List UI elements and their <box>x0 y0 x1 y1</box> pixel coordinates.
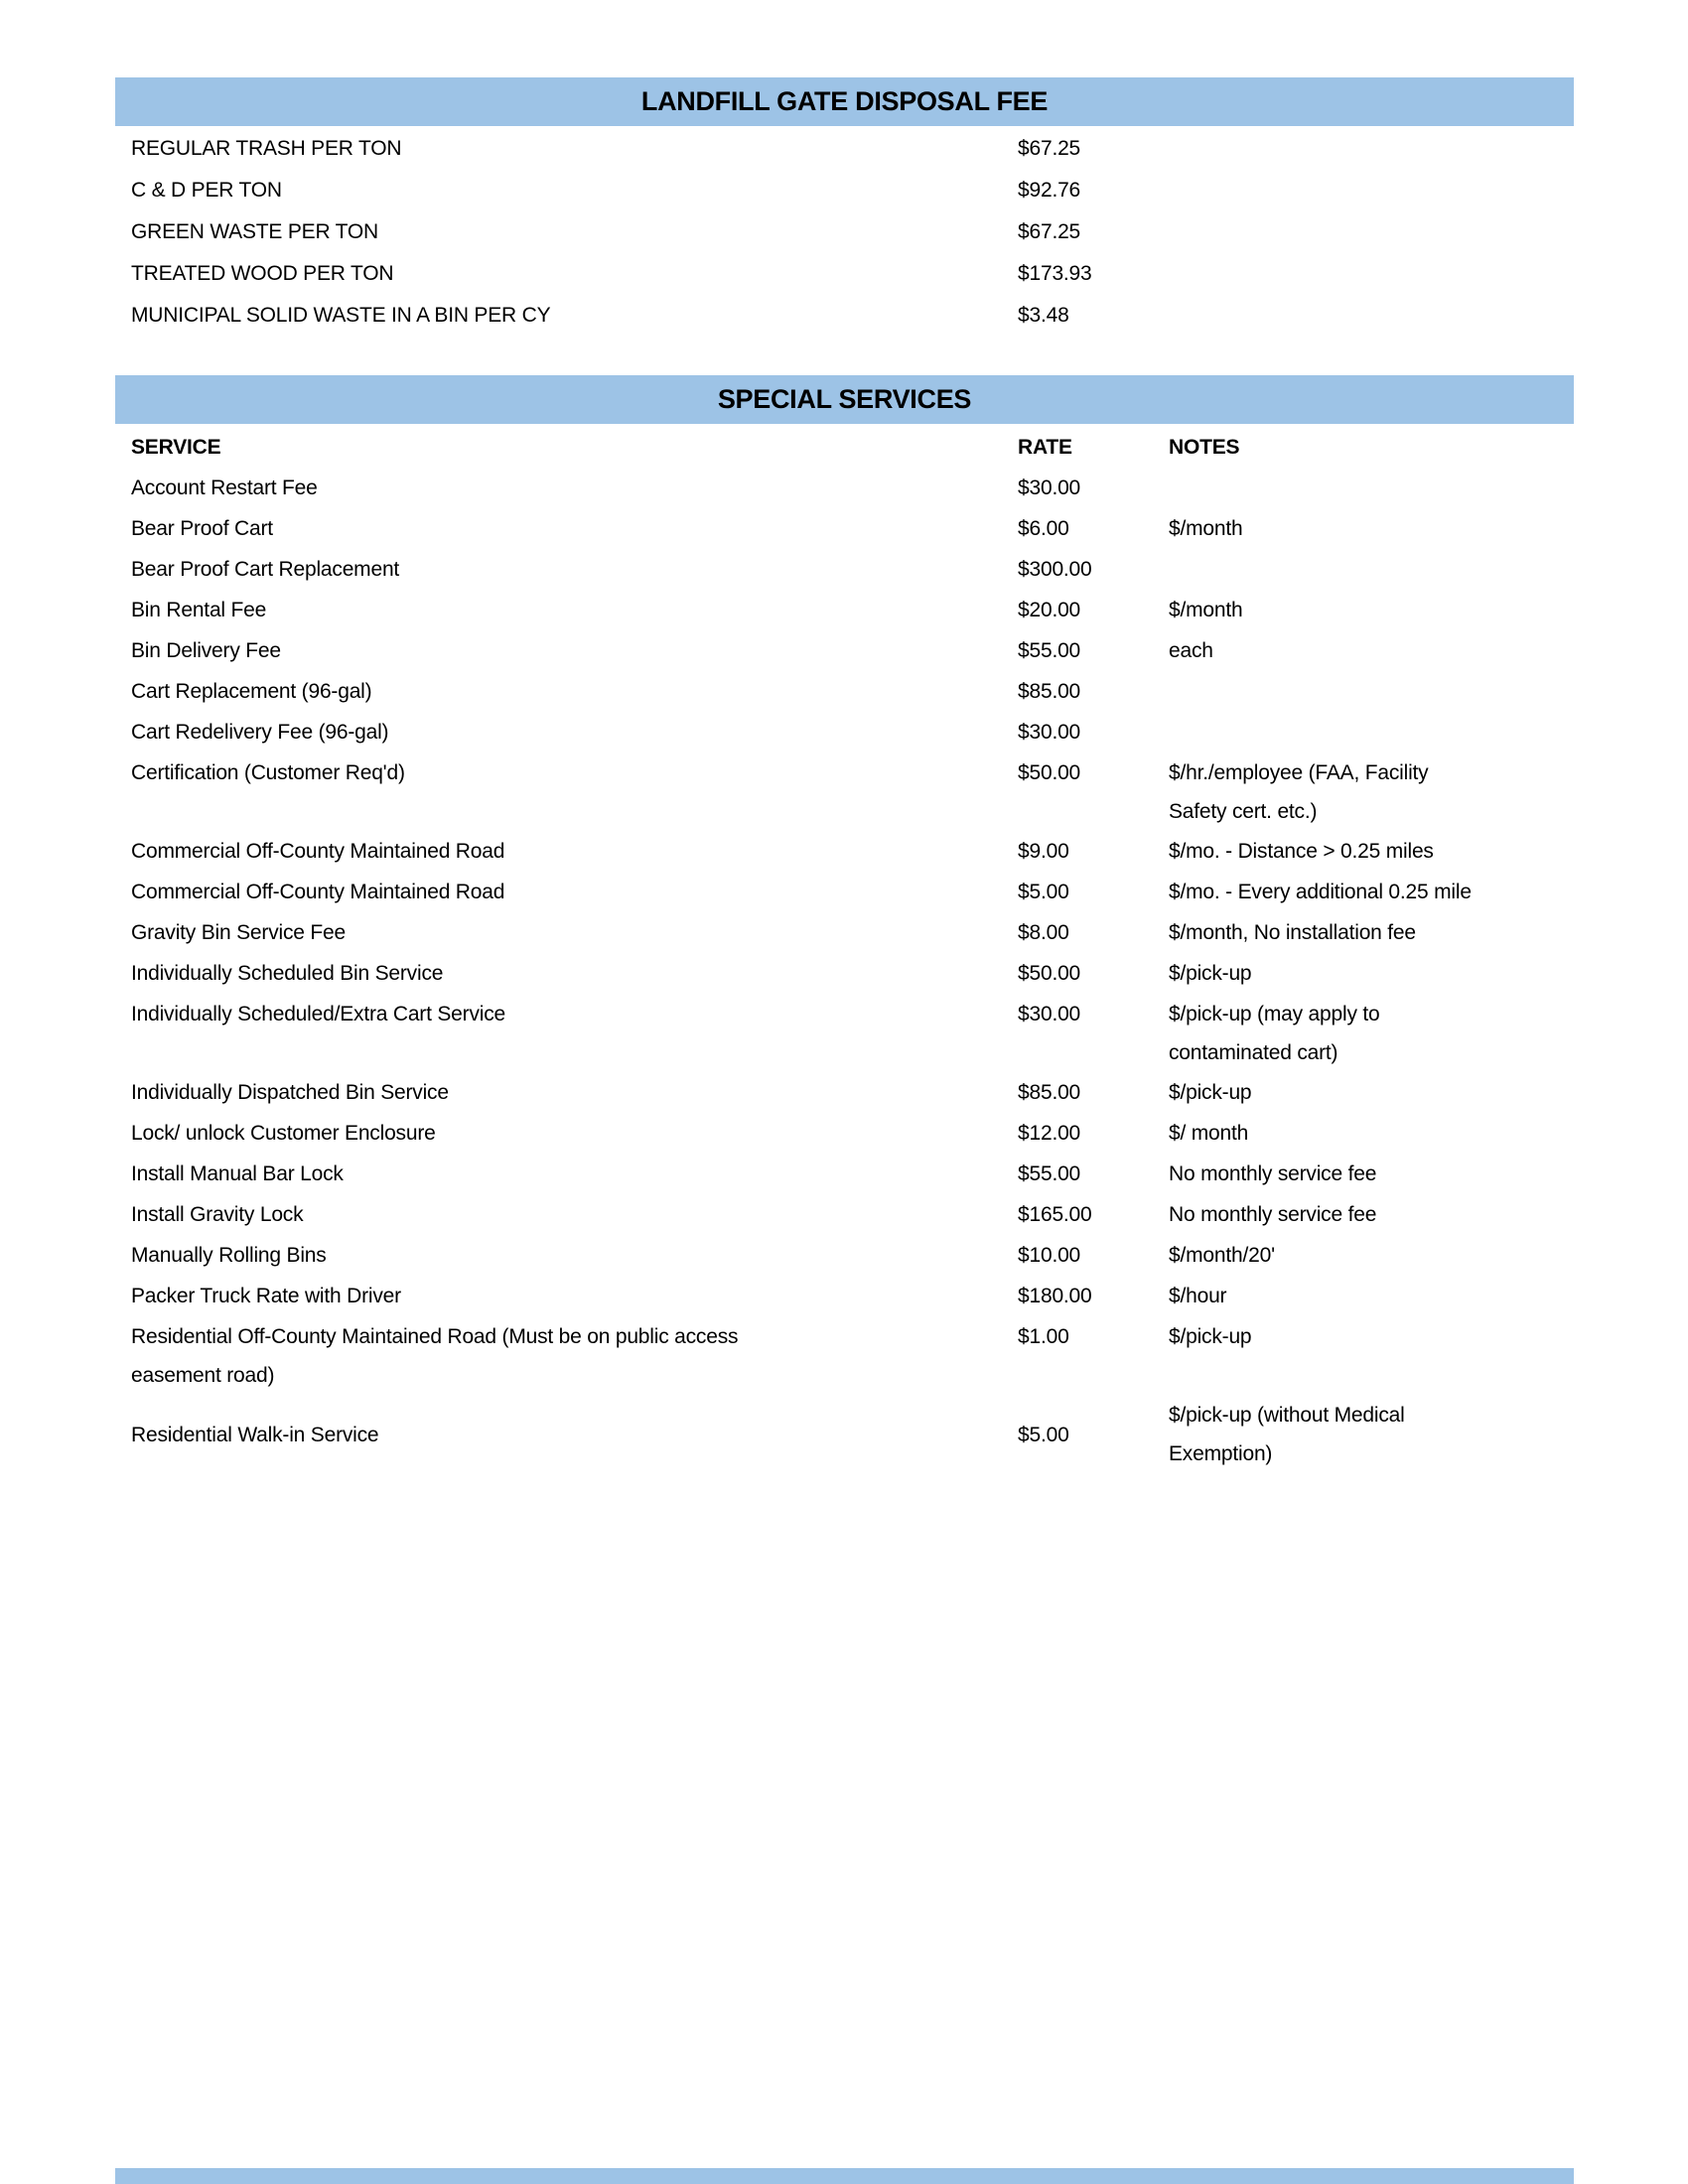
landfill-fee-row <box>0 211 1688 253</box>
column-header-rate: RATE <box>1018 436 1072 459</box>
column-header-service: SERVICE <box>131 436 221 459</box>
service-text-line: Install Manual Bar Lock <box>131 1162 344 1185</box>
service-cell <box>131 591 1018 629</box>
rate-cell: $1.00 <box>1018 1325 1069 1348</box>
service-cell <box>131 509 1018 548</box>
service-text-line: Certification (Customer Req'd) <box>131 761 405 784</box>
special-services-section-title: SPECIAL SERVICES <box>717 384 972 414</box>
notes-text-line: $/mo. - Distance > 0.25 miles <box>1169 840 1434 863</box>
service-text-line: Bin Rental Fee <box>131 599 267 621</box>
service-cell <box>131 1195 1018 1234</box>
service-text-line: Install Gravity Lock <box>131 1203 304 1226</box>
service-text-line: Commercial Off-County Maintained Road <box>131 881 505 903</box>
special-service-row <box>0 712 1688 752</box>
rate-cell: $30.00 <box>1018 477 1081 499</box>
service-cell <box>131 672 1018 711</box>
service-text-line: Account Restart Fee <box>131 477 318 499</box>
next-section-header-bar-cutoff <box>115 2168 1574 2184</box>
special-service-row <box>0 831 1688 872</box>
service-cell <box>131 1155 1018 1193</box>
service-cell <box>131 873 1018 911</box>
landfill-fee-row <box>0 253 1688 295</box>
notes-text-line: $/month <box>1169 517 1243 540</box>
rate-cell: $50.00 <box>1018 761 1081 784</box>
special-service-row <box>0 549 1688 590</box>
special-service-row <box>0 1276 1688 1316</box>
notes-cell <box>1169 1317 1589 1356</box>
special-service-row <box>0 1316 1688 1395</box>
notes-text-line: contaminated cart) <box>1169 1041 1338 1064</box>
landfill-fee-table <box>0 128 1688 337</box>
notes-cell <box>1169 753 1589 831</box>
special-service-row <box>0 1154 1688 1194</box>
special-service-row <box>0 508 1688 549</box>
service-cell <box>131 550 1018 589</box>
notes-text-line: $/pick-up <box>1169 1081 1252 1104</box>
notes-cell <box>1169 1114 1589 1153</box>
notes-text-line: $/month/20' <box>1169 1244 1275 1267</box>
notes-text-line: No monthly service fee <box>1169 1203 1377 1226</box>
service-text-line: easement road) <box>131 1364 275 1387</box>
rate-cell: $9.00 <box>1018 840 1069 863</box>
notes-cell <box>1169 1195 1589 1234</box>
rate-cell: $50.00 <box>1018 962 1081 985</box>
column-header-notes: NOTES <box>1169 436 1240 459</box>
notes-text-line: $/mo. - Every additional 0.25 mile <box>1169 881 1472 903</box>
notes-text-line: Safety cert. etc.) <box>1169 800 1318 823</box>
service-cell <box>131 1416 1018 1454</box>
landfill-fee-row <box>0 170 1688 211</box>
notes-text-line: $/pick-up <box>1169 962 1252 985</box>
rate-cell: $55.00 <box>1018 1162 1081 1185</box>
service-cell <box>131 1114 1018 1153</box>
rate-cell: $300.00 <box>1018 558 1092 581</box>
special-service-row <box>0 671 1688 712</box>
rate-cell: $8.00 <box>1018 921 1069 944</box>
landfill-fee-row <box>0 295 1688 337</box>
service-cell <box>131 954 1018 993</box>
service-text-line: Manually Rolling Bins <box>131 1244 327 1267</box>
fee-rate: $67.25 <box>1018 220 1081 243</box>
service-text-line: Residential Walk-in Service <box>131 1423 379 1446</box>
fee-label: REGULAR TRASH PER TON <box>131 137 402 160</box>
fee-label: MUNICIPAL SOLID WASTE IN A BIN PER CY <box>131 304 551 327</box>
service-cell <box>131 469 1018 507</box>
service-cell <box>131 832 1018 871</box>
rate-cell: $12.00 <box>1018 1122 1081 1145</box>
service-cell <box>131 1317 1018 1395</box>
notes-cell <box>1169 832 1589 871</box>
special-service-row <box>0 953 1688 994</box>
service-text-line: Bear Proof Cart <box>131 517 273 540</box>
rate-cell: $30.00 <box>1018 1003 1081 1025</box>
notes-text-line: each <box>1169 639 1213 662</box>
special-service-row <box>0 1194 1688 1235</box>
service-cell <box>131 753 1018 792</box>
notes-text-line: $/ month <box>1169 1122 1249 1145</box>
service-text-line: Individually Scheduled Bin Service <box>131 962 444 985</box>
service-cell <box>131 1073 1018 1112</box>
notes-text-line: $/pick-up (without Medical <box>1169 1404 1405 1427</box>
special-service-row <box>0 912 1688 953</box>
special-service-row <box>0 468 1688 508</box>
rate-cell: $5.00 <box>1018 1423 1069 1446</box>
service-cell <box>131 1236 1018 1275</box>
notes-text-line: $/hour <box>1169 1285 1227 1307</box>
notes-cell <box>1169 1396 1589 1473</box>
notes-cell <box>1169 1155 1589 1193</box>
rate-cell: $5.00 <box>1018 881 1069 903</box>
fee-rate: $3.48 <box>1018 304 1069 327</box>
special-service-row <box>0 590 1688 630</box>
notes-cell <box>1169 954 1589 993</box>
fee-rate: $67.25 <box>1018 137 1081 160</box>
notes-cell <box>1169 1073 1589 1112</box>
landfill-section-header-bar <box>115 77 1574 126</box>
service-cell <box>131 995 1018 1033</box>
notes-cell <box>1169 1277 1589 1315</box>
rate-cell: $20.00 <box>1018 599 1081 621</box>
service-text-line: Bear Proof Cart Replacement <box>131 558 400 581</box>
rate-cell: $55.00 <box>1018 639 1081 662</box>
landfill-section-title: LANDFILL GATE DISPOSAL FEE <box>640 86 1049 116</box>
service-text-line: Lock/ unlock Customer Enclosure <box>131 1122 436 1145</box>
rate-cell: $85.00 <box>1018 680 1081 703</box>
notes-text-line: Exemption) <box>1169 1442 1273 1465</box>
fee-rate: $173.93 <box>1018 262 1092 285</box>
fee-label: TREATED WOOD PER TON <box>131 262 394 285</box>
notes-cell <box>1169 509 1589 548</box>
service-cell <box>131 713 1018 751</box>
rate-cell: $30.00 <box>1018 721 1081 744</box>
service-text-line: Cart Replacement (96-gal) <box>131 680 372 703</box>
service-text-line: Residential Off-County Maintained Road (Must be on public access <box>131 1325 739 1348</box>
special-services-column-header-row <box>0 427 1688 468</box>
special-service-row <box>0 1395 1688 1473</box>
service-text-line: Individually Scheduled/Extra Cart Service <box>131 1003 505 1025</box>
special-services-section-header-bar <box>115 375 1574 424</box>
special-service-row <box>0 1113 1688 1154</box>
notes-cell <box>1169 873 1589 911</box>
special-service-row <box>0 752 1688 831</box>
rate-cell: $165.00 <box>1018 1203 1092 1226</box>
service-cell <box>131 913 1018 952</box>
notes-cell <box>1169 631 1589 670</box>
service-cell <box>131 631 1018 670</box>
service-text-line: Individually Dispatched Bin Service <box>131 1081 449 1104</box>
notes-text-line: $/pick-up <box>1169 1325 1252 1348</box>
fee-rate: $92.76 <box>1018 179 1081 202</box>
rate-cell: $6.00 <box>1018 517 1069 540</box>
notes-text-line: $/month, No installation fee <box>1169 921 1416 944</box>
notes-text-line: $/month <box>1169 599 1243 621</box>
service-text-line: Commercial Off-County Maintained Road <box>131 840 505 863</box>
notes-text-line: $/pick-up (may apply to <box>1169 1003 1380 1025</box>
fee-label: GREEN WASTE PER TON <box>131 220 379 243</box>
special-service-row <box>0 1072 1688 1113</box>
fee-label: C & D PER TON <box>131 179 282 202</box>
rate-cell: $180.00 <box>1018 1285 1092 1307</box>
notes-text-line: No monthly service fee <box>1169 1162 1377 1185</box>
service-cell <box>131 1277 1018 1315</box>
service-text-line: Gravity Bin Service Fee <box>131 921 346 944</box>
special-service-row <box>0 1235 1688 1276</box>
notes-cell <box>1169 1236 1589 1275</box>
special-service-row <box>0 630 1688 671</box>
notes-text-line: $/hr./employee (FAA, Facility <box>1169 761 1429 784</box>
service-text-line: Cart Redelivery Fee (96-gal) <box>131 721 389 744</box>
notes-cell <box>1169 913 1589 952</box>
landfill-fee-row <box>0 128 1688 170</box>
service-text-line: Bin Delivery Fee <box>131 639 281 662</box>
rate-cell: $85.00 <box>1018 1081 1081 1104</box>
special-service-row <box>0 872 1688 912</box>
special-service-row <box>0 994 1688 1072</box>
service-text-line: Packer Truck Rate with Driver <box>131 1285 401 1307</box>
special-services-table <box>0 427 1688 1473</box>
rate-cell: $10.00 <box>1018 1244 1081 1267</box>
notes-cell <box>1169 995 1589 1072</box>
notes-cell <box>1169 591 1589 629</box>
